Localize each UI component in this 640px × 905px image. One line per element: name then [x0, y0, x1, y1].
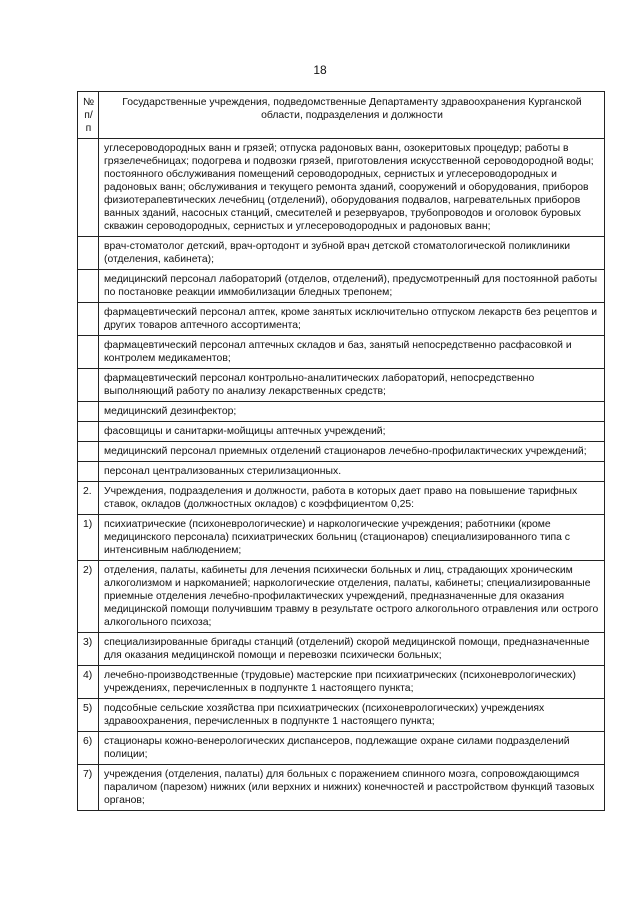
row-number [78, 402, 99, 422]
row-text: специализированные бригады станций (отделений) скорой медицинской помощи, предназначенные для оказания медицинской помощи и перевозки психически больных; [99, 633, 605, 666]
header-description-cell: Государственные учреждения, подведомственные Департаменту здравоохранения Курганской области, подразделения и должности [99, 92, 605, 139]
positions-table [77, 91, 605, 811]
page-number: 18 [313, 63, 327, 77]
table-row [78, 270, 605, 303]
row-number [78, 422, 99, 442]
row-text: медицинский персонал лабораторий (отделов, отделений), предусмотренный для постоянной работы по постановке реакции иммобилизации бледных трепонем; [99, 270, 605, 303]
row-text: учреждения (отделения, палаты) для больных с поражением спинного мозга, сопровождающимся параличом (парезом) нижних (или верхних и нижних) конечностей и расстройством функций тазовых органов; [99, 765, 605, 811]
row-text: фармацевтический персонал аптечных складов и баз, занятый непосредственно расфасовкой и контролем медикаментов; [99, 336, 605, 369]
row-number [78, 270, 99, 303]
header-num-cell: № п/п [78, 92, 99, 139]
row-text: стационары кожно-венерологических диспансеров, подлежащие охране силами подразделений полиции; [99, 732, 605, 765]
row-text: подсобные сельские хозяйства при психиатрических (психоневрологических) учреждениях здравоохранения, перечисленных в подпункте 1 настоящего пункта; [99, 699, 605, 732]
row-text: врач-стоматолог детский, врач-ортодонт и зубной врач детской стоматологической поликлиники (отделения, кабинета); [99, 237, 605, 270]
table-body [78, 139, 605, 811]
table-row [78, 515, 605, 561]
table-row [78, 139, 605, 237]
row-text: углесероводородных ванн и грязей; отпуска радоновых ванн, озокеритовых процедур; работы в грязелечебницах; подогрева и подвозки грязей, приготовления искусственной сероводородной воды; постоянного обслуживания помещений сероводородных, сернистых и углесероводородных и радоновых ванн; обслуживания и текущего ремонта зданий, сооружений и оборудования, приборов физиотерапевтических лечебниц (отделений), оборудования подвалов, нагревательных приборов ванных зданий, насосных станций, смесителей и резервуаров, трубопроводов и оголовок буровых скважин сероводородных, сернистых и углесероводородных и радоновых ванн; [99, 139, 605, 237]
table-row [78, 237, 605, 270]
row-number [78, 336, 99, 369]
row-number: 2) [78, 561, 99, 633]
row-number: 5) [78, 699, 99, 732]
table-row [78, 482, 605, 515]
row-text: психиатрические (психоневрологические) и наркологические учреждения; работники (кроме медицинского персонала) психиатрических больниц (стационаров) специализированного типа с интенсивным наблюдением; [99, 515, 605, 561]
table-row [78, 462, 605, 482]
table-row [78, 561, 605, 633]
row-number: 3) [78, 633, 99, 666]
row-text: Учреждения, подразделения и должности, работа в которых дает право на повышение тарифных ставок, окладов (должностных окладов) с коэффициентом 0,25: [99, 482, 605, 515]
row-number [78, 237, 99, 270]
row-text: лечебно-производственные (трудовые) мастерские при психиатрических (психоневрологических) учреждениях, перечисленных в подпункте 1 настоящего пункта; [99, 666, 605, 699]
row-number: 7) [78, 765, 99, 811]
row-text: отделения, палаты, кабинеты для лечения психически больных и лиц, страдающих хроническим алкоголизмом и наркоманией; наркологические отделения, палаты, кабинеты; специализированные приемные отделения лечебно-профилактических учреждений, предназначенные для оказания медицинской помощи получившим травму в результате острого алкогольного отравления или острого алкогольного психоза; [99, 561, 605, 633]
row-number [78, 369, 99, 402]
row-text: фармацевтический персонал аптек, кроме занятых исключительно отпуском лекарств без рецептов и других товаров аптечного ассортимента; [99, 303, 605, 336]
table-row [78, 633, 605, 666]
table-row [78, 422, 605, 442]
row-text: персонал централизованных стерилизационных. [99, 462, 605, 482]
row-number [78, 462, 99, 482]
row-number: 1) [78, 515, 99, 561]
table-row [78, 699, 605, 732]
row-number: 6) [78, 732, 99, 765]
row-text: медицинский персонал приемных отделений стационаров лечебно-профилактических учреждений; [99, 442, 605, 462]
table-header-row [78, 92, 605, 139]
table-row [78, 732, 605, 765]
table-row [78, 442, 605, 462]
row-number: 4) [78, 666, 99, 699]
row-number [78, 442, 99, 462]
table-row [78, 765, 605, 811]
table-row [78, 336, 605, 369]
row-text: медицинский дезинфектор; [99, 402, 605, 422]
table-row [78, 402, 605, 422]
row-text: фармацевтический персонал контрольно-аналитических лабораторий, непосредственно выполняющий работу по анализу лекарственных средств; [99, 369, 605, 402]
row-text: фасовщицы и санитарки-мойщицы аптечных учреждений; [99, 422, 605, 442]
table-row [78, 666, 605, 699]
row-number: 2. [78, 482, 99, 515]
table-row [78, 303, 605, 336]
table-row [78, 369, 605, 402]
row-number [78, 303, 99, 336]
row-number [78, 139, 99, 237]
